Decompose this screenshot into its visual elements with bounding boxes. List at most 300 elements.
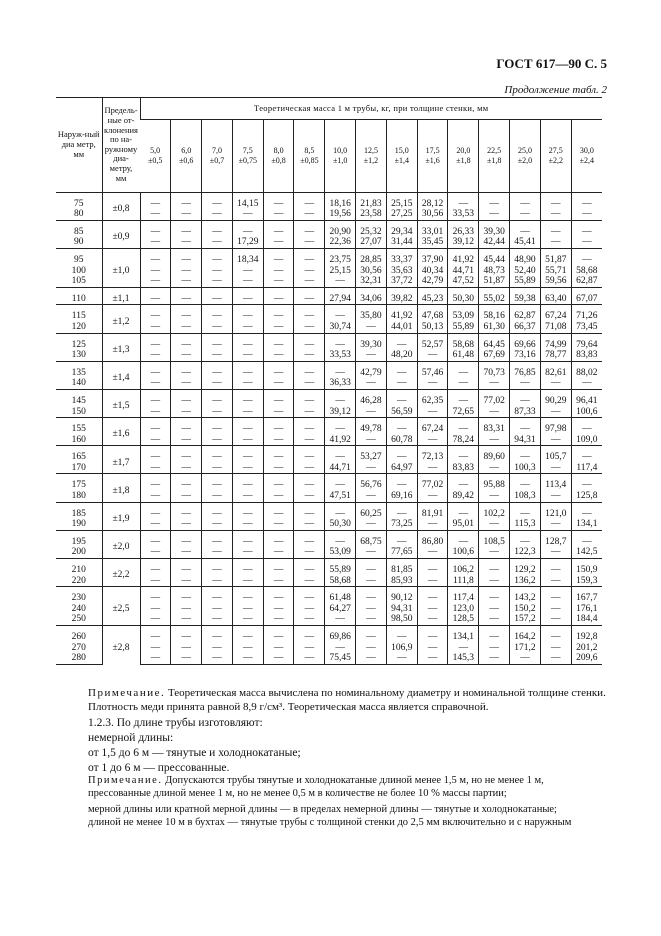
cell-mass: 66,37 [510, 322, 541, 333]
cell-mass: — [325, 396, 356, 407]
cell-mass: — [417, 643, 448, 654]
cell-mass: — [140, 537, 171, 548]
cell-mass: — [202, 199, 233, 210]
cell-mass: 69,16 [386, 491, 417, 502]
cell-mass: — [202, 593, 233, 604]
cell-mass: 51,87 [540, 255, 571, 266]
cell-mass: — [479, 643, 510, 654]
cell-mass: 96,41 [571, 396, 602, 407]
cell-mass: 128,7 [540, 537, 571, 548]
cell-mass: — [232, 209, 263, 220]
cell-mass: — [263, 653, 294, 664]
table-row [56, 199, 602, 210]
cell-mass: 56,59 [386, 407, 417, 418]
cell-mass: — [571, 255, 602, 266]
cell-mass: 150,2 [510, 604, 541, 615]
cell-mass: 50,30 [448, 294, 479, 305]
cell-mass: 17,29 [232, 237, 263, 248]
cell-mass: 33,53 [325, 350, 356, 361]
cell-mass: — [417, 519, 448, 530]
note-2-line-2: мерной длины или кратной мерной длины — в пределах немерной длины — тянутые и холоднокатаные; [88, 804, 557, 815]
cell-mass: 171,2 [510, 643, 541, 654]
cell-mass: 81,91 [417, 509, 448, 520]
cell-mass: 81,85 [386, 565, 417, 576]
cell-mass: — [171, 480, 202, 491]
table-row [56, 227, 602, 238]
cell-diameter: 155 [71, 424, 86, 435]
cell-mass: — [171, 604, 202, 615]
cell-mass: — [356, 519, 387, 530]
cell-mass: — [171, 519, 202, 530]
cell-mass: — [356, 322, 387, 333]
cell-mass: — [325, 340, 356, 351]
cell-mass: — [356, 491, 387, 502]
cell-mass: 77,65 [386, 547, 417, 558]
cell-mass: — [294, 209, 325, 220]
cell-mass: — [510, 653, 541, 664]
cell-mass: 33,53 [448, 209, 479, 220]
cell-mass: 62,87 [510, 311, 541, 322]
cell-mass: — [202, 632, 233, 643]
cell-mass: — [386, 632, 417, 643]
cell-mass: — [202, 294, 233, 305]
cell-mass: — [571, 378, 602, 389]
cell-mass: — [540, 565, 571, 576]
cell-mass: — [263, 604, 294, 615]
cell-mass: — [232, 311, 263, 322]
cell-mass: — [263, 266, 294, 277]
cell-mass: — [448, 509, 479, 520]
cell-mass: — [356, 653, 387, 664]
cell-mass: — [202, 350, 233, 361]
cell-mass: 47,68 [417, 311, 448, 322]
cell-mass: — [571, 209, 602, 220]
col-header-wall: 8,0 ±0,8 [263, 119, 294, 192]
cell-mass: — [232, 340, 263, 351]
cell-mass: — [356, 547, 387, 558]
cell-tolerance: ±1,7 [102, 452, 140, 474]
cell-mass: — [417, 593, 448, 604]
cell-mass: 33,37 [386, 255, 417, 266]
cell-mass: — [386, 396, 417, 407]
cell-mass: — [294, 653, 325, 664]
cell-mass: — [232, 547, 263, 558]
cell-mass: 68,75 [356, 537, 387, 548]
cell-mass: — [417, 547, 448, 558]
cell-mass: 86,80 [417, 537, 448, 548]
cell-mass: — [202, 565, 233, 576]
cell-mass: — [294, 547, 325, 558]
cell-mass: — [571, 452, 602, 463]
cell-mass: — [417, 604, 448, 615]
cell-mass: 192,8 [571, 632, 602, 643]
cell-mass: — [479, 632, 510, 643]
cell-mass: 58,16 [479, 311, 510, 322]
cell-mass: — [202, 519, 233, 530]
cell-diameter: 210 [71, 565, 86, 576]
note-2 [88, 774, 608, 800]
cell-mass: 74,99 [540, 340, 571, 351]
cell-mass: 159,3 [571, 576, 602, 587]
cell-mass: — [202, 452, 233, 463]
cell-mass: — [479, 209, 510, 220]
cell-mass: — [325, 480, 356, 491]
cell-mass: — [294, 322, 325, 333]
cell-mass: 29,34 [386, 227, 417, 238]
cell-mass: — [171, 407, 202, 418]
cell-mass: — [232, 396, 263, 407]
cell-mass: — [140, 424, 171, 435]
cell-diameter: 280 [56, 653, 102, 664]
cell-mass: — [540, 593, 571, 604]
cell-diameter: 125 [71, 339, 86, 350]
table-row [56, 480, 602, 491]
cell-mass: 40,34 [417, 266, 448, 277]
cell-mass: 88,02 [571, 368, 602, 379]
note-1-label: Примечание. [88, 687, 166, 699]
cell-mass: 23,58 [356, 209, 387, 220]
cell-mass: — [140, 199, 171, 210]
cell-mass: 98,50 [386, 614, 417, 625]
cell-mass: — [263, 547, 294, 558]
cell-mass: — [202, 643, 233, 654]
cell-mass: — [263, 396, 294, 407]
cell-mass: — [263, 491, 294, 502]
cell-mass: — [540, 576, 571, 587]
cell-mass: 14,15 [232, 199, 263, 210]
cell-diameter: 230 [71, 593, 86, 604]
cell-mass: 44,01 [386, 322, 417, 333]
cell-tolerance: ±0,8 [102, 199, 140, 221]
cell-mass: — [171, 396, 202, 407]
cell-mass: 42,79 [356, 368, 387, 379]
cell-tolerance: ±1,8 [102, 480, 140, 502]
cell-mass: 51,87 [479, 276, 510, 287]
cell-mass: 58,68 [571, 266, 602, 277]
cell-diameter: 240 [71, 603, 86, 614]
cell-mass: 90,29 [540, 396, 571, 407]
cell-mass: 150,9 [571, 565, 602, 576]
cell-mass: — [417, 350, 448, 361]
cell-mass: — [294, 266, 325, 277]
cell-mass: 59,38 [510, 294, 541, 305]
cell-mass: 72,13 [417, 452, 448, 463]
cell-mass: — [171, 276, 202, 287]
cell-mass: — [510, 199, 541, 210]
col-header-wall: 7,0 ±0,7 [202, 119, 233, 192]
cell-mass: 27,25 [386, 209, 417, 220]
cell-mass: — [263, 209, 294, 220]
cell-mass: 25,32 [356, 227, 387, 238]
cell-mass: — [263, 350, 294, 361]
cell-mass: — [294, 480, 325, 491]
cell-mass: — [232, 653, 263, 664]
cell-mass: — [356, 435, 387, 446]
cell-mass: 89,42 [448, 491, 479, 502]
cell-mass: — [232, 368, 263, 379]
cell-diameter: 135 [71, 367, 86, 378]
cell-mass: — [140, 255, 171, 266]
cell-mass: 41,92 [386, 311, 417, 322]
cell-mass: — [171, 435, 202, 446]
cell-mass: — [263, 407, 294, 418]
cell-mass: — [448, 199, 479, 210]
cell-mass: 143,2 [510, 593, 541, 604]
cell-mass: — [510, 424, 541, 435]
cell-mass: — [263, 463, 294, 474]
cell-mass: — [232, 424, 263, 435]
cell-mass: — [386, 452, 417, 463]
cell-mass: — [171, 266, 202, 277]
cell-mass: — [171, 547, 202, 558]
cell-mass: 28,12 [417, 199, 448, 210]
cell-mass: — [263, 378, 294, 389]
cell-mass: — [140, 547, 171, 558]
cell-mass: 75,45 [325, 653, 356, 664]
table-row [56, 593, 602, 604]
cell-mass: — [171, 199, 202, 210]
cell-mass: — [263, 237, 294, 248]
cell-mass: 27,07 [356, 237, 387, 248]
mass-table [56, 97, 602, 665]
cell-mass: — [171, 653, 202, 664]
cell-mass: — [571, 199, 602, 210]
cell-mass: — [479, 653, 510, 664]
cell-mass: 46,28 [356, 396, 387, 407]
cell-mass: 64,97 [386, 463, 417, 474]
cell-mass: 108,3 [510, 491, 541, 502]
cell-mass: — [540, 491, 571, 502]
cell-mass: — [232, 576, 263, 587]
cell-mass: — [294, 576, 325, 587]
cell-mass: — [417, 407, 448, 418]
cell-mass: — [171, 565, 202, 576]
cell-mass: — [325, 614, 356, 625]
cell-mass: — [202, 340, 233, 351]
cell-diameter: 195 [71, 536, 86, 547]
cell-mass: — [294, 491, 325, 502]
cell-mass: 35,80 [356, 311, 387, 322]
cell-mass: — [294, 509, 325, 520]
cell-mass: — [294, 276, 325, 287]
cell-mass: 39,30 [356, 340, 387, 351]
cell-mass: 77,02 [417, 480, 448, 491]
cell-mass: 18,16 [325, 199, 356, 210]
cell-mass: — [202, 576, 233, 587]
cell-mass: 30,56 [356, 266, 387, 277]
cell-mass: 34,06 [356, 294, 387, 305]
cell-mass: — [386, 368, 417, 379]
cell-mass: 61,30 [479, 322, 510, 333]
cell-mass: — [325, 276, 356, 287]
cell-mass: — [325, 509, 356, 520]
cell-mass: — [140, 604, 171, 615]
cell-mass: 63,40 [540, 294, 571, 305]
cell-mass: 60,78 [386, 435, 417, 446]
cell-mass: — [140, 593, 171, 604]
cell-mass: 39,12 [448, 237, 479, 248]
cell-mass: — [232, 565, 263, 576]
cell-mass: — [540, 519, 571, 530]
cell-mass: 102,2 [479, 509, 510, 520]
cell-tolerance: ±1,3 [102, 340, 140, 362]
section-heading: 1.2.3. По длине трубы изготовляют: [88, 717, 263, 729]
cell-mass: — [140, 396, 171, 407]
cell-mass: — [232, 632, 263, 643]
cell-mass: 67,24 [417, 424, 448, 435]
cell-diameter: 250 [71, 614, 86, 625]
cell-mass: 90,12 [386, 593, 417, 604]
cell-tolerance: ±1,1 [102, 294, 140, 305]
cell-mass: — [448, 643, 479, 654]
cell-mass: 35,45 [417, 237, 448, 248]
cell-mass: — [202, 480, 233, 491]
cell-mass: — [171, 632, 202, 643]
cell-mass: — [325, 424, 356, 435]
cell-mass: — [479, 491, 510, 502]
cell-mass: — [140, 614, 171, 625]
cell-mass: 115,3 [510, 519, 541, 530]
table-row [56, 311, 602, 322]
cell-mass: — [202, 276, 233, 287]
cell-mass: — [540, 378, 571, 389]
col-header-diameter: Наруж-ный диа метр, мм [56, 98, 102, 193]
cell-diameter: 145 [71, 395, 86, 406]
cell-diameter: 150 [71, 406, 86, 417]
cell-mass: — [294, 237, 325, 248]
col-header-wall: 27,5 ±2,2 [540, 119, 571, 192]
cell-mass: — [479, 378, 510, 389]
cell-mass: 142,5 [571, 547, 602, 558]
cell-mass: 26,33 [448, 227, 479, 238]
cell-mass: — [294, 463, 325, 474]
cell-mass: — [140, 294, 171, 305]
cell-mass: — [294, 350, 325, 361]
cell-diameter: 190 [71, 519, 86, 530]
cell-tolerance: ±2,2 [102, 565, 140, 587]
cell-mass: — [356, 604, 387, 615]
cell-mass: 109,0 [571, 435, 602, 446]
cell-mass: 64,45 [479, 340, 510, 351]
cell-mass: — [263, 632, 294, 643]
cell-mass: — [232, 378, 263, 389]
cell-mass: — [171, 350, 202, 361]
cell-mass: 71,26 [571, 311, 602, 322]
note-2-label: Примечание. [88, 775, 163, 786]
cell-mass: — [479, 199, 510, 210]
cell-mass: — [263, 276, 294, 287]
cell-mass: 39,82 [386, 294, 417, 305]
cell-mass: — [294, 614, 325, 625]
cell-mass: — [202, 396, 233, 407]
cell-mass: 106,2 [448, 565, 479, 576]
cell-mass: — [386, 424, 417, 435]
cell-mass: 164,2 [510, 632, 541, 643]
cell-mass: — [571, 237, 602, 248]
cell-mass: 125,8 [571, 491, 602, 502]
cell-mass: 70,73 [479, 368, 510, 379]
cell-mass: — [294, 340, 325, 351]
table-row [56, 396, 602, 407]
cell-mass: 45,41 [510, 237, 541, 248]
cell-mass: 67,07 [571, 294, 602, 305]
cell-mass: — [479, 593, 510, 604]
cell-mass: 47,51 [325, 491, 356, 502]
cell-mass: 62,35 [417, 396, 448, 407]
cell-mass: — [232, 227, 263, 238]
cell-mass: — [510, 396, 541, 407]
cell-mass: — [540, 653, 571, 664]
cell-mass: — [202, 311, 233, 322]
cell-mass: — [540, 632, 571, 643]
cell-mass: — [140, 209, 171, 220]
cell-mass: — [294, 435, 325, 446]
cell-mass: 67,24 [540, 311, 571, 322]
cell-mass: — [140, 480, 171, 491]
cell-mass: — [479, 614, 510, 625]
cell-mass: — [448, 452, 479, 463]
cell-mass: — [263, 424, 294, 435]
cell-mass: — [510, 509, 541, 520]
cell-mass: 79,64 [571, 340, 602, 351]
cell-mass: — [140, 519, 171, 530]
cell-mass: 58,68 [325, 576, 356, 587]
col-header-wall: 22,5 ±1,8 [479, 119, 510, 192]
cell-mass: — [171, 576, 202, 587]
table-row [56, 255, 602, 266]
cell-mass: 83,31 [479, 424, 510, 435]
cell-mass: 18,34 [232, 255, 263, 266]
cell-mass: — [263, 199, 294, 210]
cell-mass: 41,92 [448, 255, 479, 266]
cell-mass: — [263, 322, 294, 333]
cell-mass: 69,66 [510, 340, 541, 351]
cell-mass: 67,69 [479, 350, 510, 361]
cell-mass: — [356, 350, 387, 361]
cell-mass: — [171, 311, 202, 322]
cell-mass: 53,09 [325, 547, 356, 558]
cell-mass: 25,15 [325, 266, 356, 277]
cell-mass: — [263, 255, 294, 266]
cell-mass: — [571, 537, 602, 548]
cell-mass: — [171, 294, 202, 305]
cell-mass: — [263, 593, 294, 604]
cell-mass: — [202, 266, 233, 277]
cell-tolerance: ±1,9 [102, 509, 140, 531]
cell-mass: — [202, 653, 233, 664]
cell-mass: — [448, 537, 479, 548]
cell-mass: — [232, 604, 263, 615]
cell-mass: 19,56 [325, 209, 356, 220]
cell-mass: — [294, 311, 325, 322]
cell-mass: — [479, 576, 510, 587]
cell-mass: 201,2 [571, 643, 602, 654]
note-1 [88, 686, 608, 714]
cell-diameter: 175 [71, 480, 86, 491]
cell-mass: 59,56 [540, 276, 571, 287]
cell-mass: 30,74 [325, 322, 356, 333]
cell-mass: — [232, 519, 263, 530]
cell-mass: 82,61 [540, 368, 571, 379]
cell-mass: — [140, 350, 171, 361]
cell-mass: — [232, 266, 263, 277]
cell-mass: 134,1 [448, 632, 479, 643]
cell-mass: — [140, 463, 171, 474]
cell-mass: — [540, 604, 571, 615]
table-row [56, 509, 602, 520]
cell-mass: — [356, 614, 387, 625]
cell-mass: — [479, 407, 510, 418]
